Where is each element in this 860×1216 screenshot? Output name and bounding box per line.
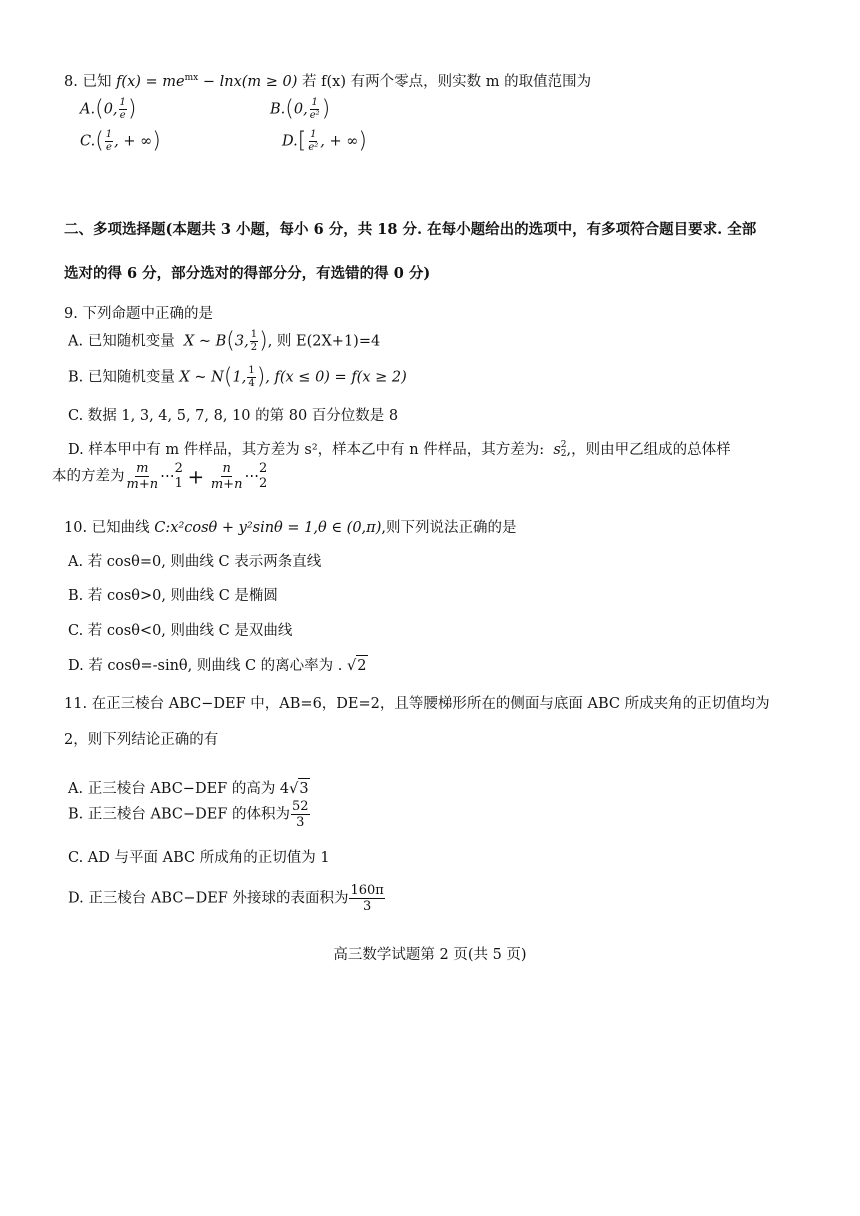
q9-b-num: 1 [248, 365, 255, 376]
q10-option-b[interactable]: B. 若 cosθ>0, 则曲线 C 是椭圆 [68, 588, 278, 604]
q8-c-hi: , + ∞ [114, 133, 153, 150]
q9-b-open: ( [223, 364, 233, 390]
q9-option-a[interactable] [68, 330, 380, 358]
q11-a-root: 3 [298, 778, 309, 799]
section-2-heading-line1: 二、多项选择题(本题共 3 小题，每小 6 分，共 18 分. 在每小题给出的选项中，有多项符合题目要求. 全部 [64, 221, 757, 238]
q9-option-c[interactable]: C. 数据 1, 3, 4, 5, 7, 8, 10 的第 80 百分位数是 8 [68, 408, 399, 424]
q11-b-num: 52 [292, 799, 309, 814]
q8-func-exp: mx [184, 73, 199, 83]
q9-d-s-sup: 2 [560, 440, 567, 450]
page-footer: 高三数学试题第 2 页(共 5 页) [333, 947, 527, 963]
q8-func-tail: − lnx(m ≥ 0) [198, 73, 298, 90]
q11-b-text: B. 正三棱台 ABC−DEF 的体积为 [68, 806, 291, 823]
q8-d-open: [ [297, 128, 307, 154]
q9-d-line2-pre: 本的方差为 [52, 468, 125, 485]
q9-d-dots2: ⋯ [244, 468, 259, 485]
question-10-stem [64, 518, 516, 538]
q9-d-s-sub: 2 [560, 449, 567, 459]
q11-option-c[interactable]: C. AD 与平面 ABC 所成角的正切值为 1 [68, 850, 330, 866]
q8-a-label: A. [80, 101, 96, 118]
q9-a-lo: 3, [234, 333, 249, 350]
q9-d-f2-bot: 1 [174, 475, 183, 491]
q9-d-f4-top: 2 [258, 461, 268, 477]
q9-d-s: s [553, 442, 561, 458]
q8-b-lo: 0, [293, 101, 308, 118]
q8-c-open: ( [95, 128, 104, 154]
q8-d-num: 1 [310, 129, 317, 140]
q10-stem-pre: 10. 已知曲线 [64, 520, 150, 536]
q9-option-d-line1[interactable] [68, 440, 731, 460]
q9-d-f2-top: 2 [174, 461, 183, 477]
q9-a-open: ( [226, 328, 235, 354]
q9-d-f1-den: m+n [126, 477, 159, 492]
q10-option-c[interactable]: C. 若 cosθ<0, 则曲线 C 是双曲线 [68, 623, 293, 639]
q8-a-open: ( [95, 96, 104, 122]
q9-d-f4-bot: 2 [258, 475, 268, 491]
q10-option-d[interactable]: D. 若 cosθ=-sinθ, 则曲线 C 的离心率为 . √2 [68, 655, 368, 676]
q9-b-text: B. 已知随机变量 [68, 369, 175, 386]
q8-a-lo: 0, [103, 101, 118, 118]
q9-a-post: , 则 E(2X+1)=4 [267, 333, 381, 350]
q9-d-text: D. 样本甲中有 m 件样品，其方差为 s²，样本乙中有 n 件样品，其方差为: [68, 442, 545, 458]
q8-option-c[interactable] [80, 130, 161, 158]
q9-b-lo: 1, [232, 369, 247, 386]
question-9-stem: 9. 下列命题中正确的是 [64, 306, 213, 322]
q9-b-math: X ~ N [179, 369, 224, 386]
q9-b-den: 4 [248, 378, 255, 389]
q8-func: f(x) = me [116, 73, 185, 90]
question-11-stem-line1: 11. 在正三棱台 ABC−DEF 中，AB=6，DE=2，且等腰梯形所在的侧面与底面 ABC 所成夹角的正切值均为 [64, 696, 770, 712]
q9-option-b[interactable] [68, 366, 407, 394]
q9-a-num: 1 [250, 329, 258, 340]
q9-a-close: ) [259, 328, 268, 354]
q8-b-open: ( [285, 96, 294, 122]
q8-c-label: C. [80, 133, 96, 150]
q9-option-d-line2 [52, 462, 267, 502]
q11-a-text: A. 正三棱台 ABC−DEF 的高为 4 [68, 781, 290, 797]
q9-d-plus: + [187, 464, 205, 489]
q8-d-den: e² [308, 142, 319, 153]
q9-d-dots1: ⋯ [160, 468, 175, 485]
q11-d-text: D. 正三棱台 ABC−DEF 外接球的表面积为 [68, 890, 349, 907]
q11-option-a[interactable]: A. 正三棱台 ABC−DEF 的高为 4√3 [68, 778, 310, 799]
q11-d-den: 3 [363, 899, 372, 914]
q9-d-f1-num: m [136, 461, 149, 476]
q8-option-a[interactable] [80, 98, 137, 126]
q10-stem-post: ,则下列说法正确的是 [381, 520, 517, 536]
question-11-stem-line2: 2，则下列结论正确的有 [64, 732, 219, 748]
q8-d-label: D. [282, 133, 298, 150]
q8-b-close: ) [321, 96, 331, 122]
q9-a-math: X ~ B [183, 333, 227, 350]
q9-a-text: A. 已知随机变量 [68, 333, 175, 350]
q8-lead: 8. 已知 [64, 73, 112, 90]
q10-d-root: 2 [356, 655, 367, 676]
q11-b-den: 3 [296, 815, 305, 830]
q11-d-num: 160π [350, 883, 384, 898]
q8-b-num: 1 [311, 97, 318, 108]
question-8-stem [64, 68, 591, 92]
q8-d-close: ) [358, 128, 367, 154]
q11-option-b[interactable] [68, 800, 311, 836]
q8-b-label: B. [270, 101, 286, 118]
q8-c-den: e [106, 142, 112, 153]
q9-a-den: 2 [250, 342, 258, 353]
q10-stem-math: C:x²cosθ + y²sinθ = 1,θ ∈ (0,π) [154, 520, 382, 536]
q8-c-close: ) [152, 128, 161, 154]
section-2-heading-line2: 选对的得 6 分，部分选对的得部分分，有选错的得 0 分) [64, 265, 431, 282]
q8-b-den: e² [309, 110, 320, 121]
q9-d-f3-num: n [222, 461, 231, 476]
q8-d-hi: , + ∞ [320, 133, 359, 150]
q9-d-f3-den: m+n [210, 477, 243, 492]
q9-b-post: , f(x ≤ 0) = f(x ≥ 2) [265, 369, 407, 386]
q8-condition: 若 f(x) 有两个零点，则实数 m 的取值范围为 [302, 73, 592, 90]
q8-option-b[interactable] [270, 98, 330, 126]
q8-a-close: ) [127, 96, 137, 122]
q8-option-d[interactable] [282, 130, 367, 158]
q11-option-d[interactable] [68, 884, 386, 924]
q9-d-tail: ,，则由甲乙组成的总体样 [566, 442, 731, 458]
q8-a-den: e [119, 110, 126, 121]
q10-d-text: D. 若 cosθ=-sinθ, 则曲线 C 的离心率为 . [68, 658, 343, 674]
q10-option-a[interactable]: A. 若 cosθ=0, 则曲线 C 表示两条直线 [68, 554, 322, 570]
q8-a-num: 1 [119, 97, 126, 108]
q9-b-close: ) [256, 364, 266, 390]
q8-c-num: 1 [105, 129, 113, 140]
